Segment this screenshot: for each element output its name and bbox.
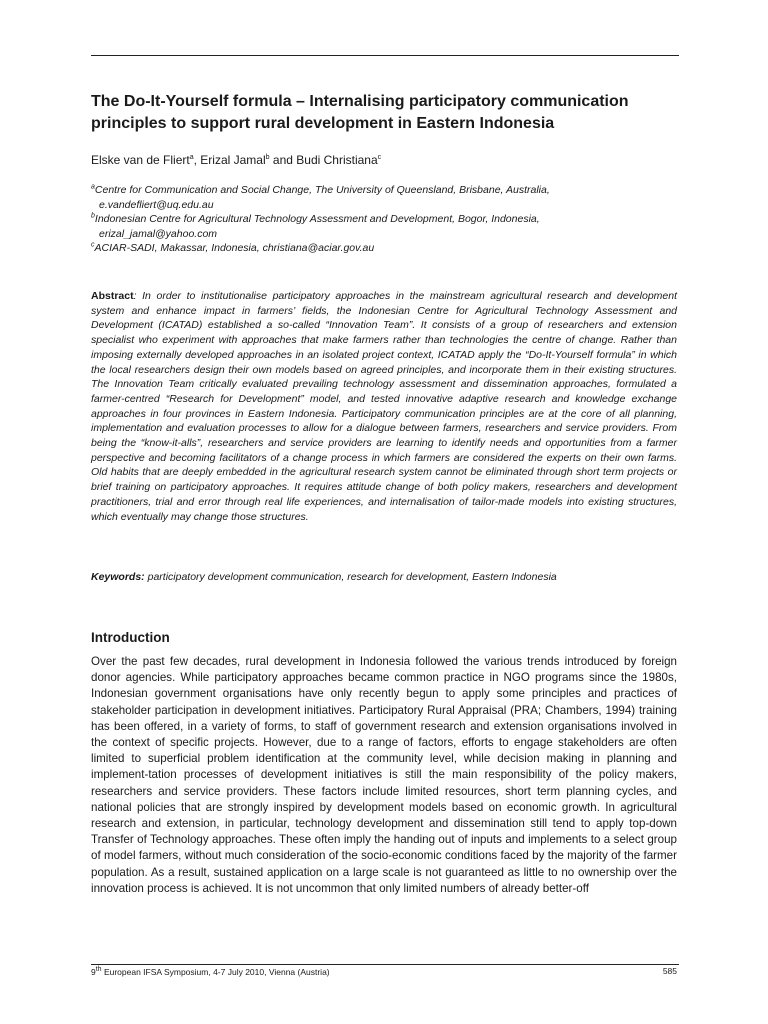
author-mark: c <box>377 154 382 161</box>
footer-symposium-number: 9 <box>91 967 96 977</box>
introduction-body: Over the past few decades, rural development in Indonesia followed the various trends introduced by foreign donor agencies. While participatory approaches became common practice in NGO programs since the 1980s, Indonesian government organisations have only recently begun to apply some principles and practices of stakeholder participation in development initiatives. Participatory Rural Appraisal (PRA; Chambers, 1994) training has been offered, in a variety of forms, to staff of government research and extension organisations involved in the context of specific projects. However, due to a range of factors, efforts to engage stakeholders are often limited to superficial problem identification at the community level, while decision making in planning and implement-tation processes of development initiatives is still the main responsibility of the policy makers, researchers and service providers. These factors include limited resources, short term planning cycles, and national policies that are strongly inspired by development models based on economic growth. In agricultural research and extension, in particular, technology development and dissemination still tend to apply top-down Transfer of Technology approaches. These often imply the handing out of inputs and implements to a select group of model farmers, without much consideration of the socio-economic conditions faced by the majority of the farmer population. As a result, sustained application on a large scale is not guaranteed as little to no ownership over the innovation process is achieved. It is not uncommon that only limited numbers of already better-off <box>91 655 677 895</box>
header-rule <box>91 55 679 56</box>
abstract-colon: : <box>133 290 137 302</box>
author-separator: and <box>269 153 297 167</box>
affiliation-text: Centre for Communication and Social Change, The University of Queensland, Brisbane, Australia, <box>94 184 550 196</box>
author-name: Budi Christiana <box>296 153 378 167</box>
affiliation-mark: b <box>91 212 95 220</box>
author-mark: a <box>189 154 194 161</box>
footer-symposium-text: European IFSA Symposium, 4-7 July 2010, Vienna (Austria) <box>101 967 330 977</box>
affiliation-email: erizal_jamal@yahoo.com <box>99 227 218 240</box>
abstract <box>91 289 677 524</box>
affiliation-email: e.vandefliert@uq.edu.au <box>99 198 214 211</box>
author-mark: b <box>265 154 270 161</box>
affiliation-mark: c <box>91 241 95 249</box>
abstract-label: Abstract <box>91 290 134 302</box>
footer-rule <box>91 964 679 965</box>
affiliation-b <box>91 212 681 227</box>
author-name: Elske van de Fliert <box>91 153 190 167</box>
keywords-label: Keywords: <box>91 571 145 583</box>
author-separator: , <box>193 153 201 167</box>
affiliation-text: Indonesian Centre for Agricultural Technology Assessment and Development, Bogor, Indonesia, <box>94 213 540 225</box>
author-name: Erizal Jamal <box>200 153 266 167</box>
author-list <box>91 152 681 168</box>
affiliation-mark: a <box>91 183 95 191</box>
affiliation-c <box>91 241 681 256</box>
footer-symposium-ordinal: th <box>95 966 102 974</box>
affiliation-text: ACIAR-SADI, Makassar, Indonesia, christiana@aciar.gov.au <box>94 242 375 254</box>
section-heading-introduction: Introduction <box>91 630 170 645</box>
affiliations <box>91 183 681 256</box>
page-number: 585 <box>662 966 677 976</box>
paper-title: The Do-It-Yourself formula – Internalising participatory communication principles to support rural development in Eastern Indonesia <box>91 93 629 132</box>
keywords <box>91 570 677 584</box>
affiliation-a <box>91 183 681 198</box>
footer-symposium <box>91 967 330 978</box>
keywords-text: participatory development communication, research for development, Eastern Indonesia <box>144 571 557 583</box>
abstract-text: In order to institutionalise participatory approaches in the mainstream agricultural research and development system and enhance impact in farmers’ fields, the Indonesian Centre for Agricultural Technology Assessment and Development (ICATAD) established a so-called “Innovation Team”. It consists of a group of researchers and extension specialist who experiment with approaches that make farmers rather than technologies the centre of change. Rather than imposing externally developed approaches in an isolated project context, ICATAD apply the “Do-It-Yourself formula” in which the local researchers design their own models based on agreed principles, and incorporate them in their existing structures. The Innovation Team critically evaluated prevailing technology assessment and dissemination approaches, formulated a farmer-centred “Research for Development” model, and tested innovative adaptive research and knowledge exchange approaches in four provinces in Eastern Indonesia. Participatory communication principles are at the core of all planning, implementation and evaluation processes to allow for a dialogue between farmers, researchers and service providers. From being the “know-it-alls”, researchers and service providers are learning to identify needs and opportunities from a farmer perspective and becoming facilitators of a change process in which farmers are considered the experts on their own farms. Old habits that are deeply embedded in the agricultural research system cannot be eliminated through short term projects or brief training on participatory approaches. It requires attitude change of both policy makers, researchers and development practitioners, trial and error through real life experiences, and internalisation of tailor-made models into existing structures, which eventually may change those structures. <box>91 290 677 523</box>
